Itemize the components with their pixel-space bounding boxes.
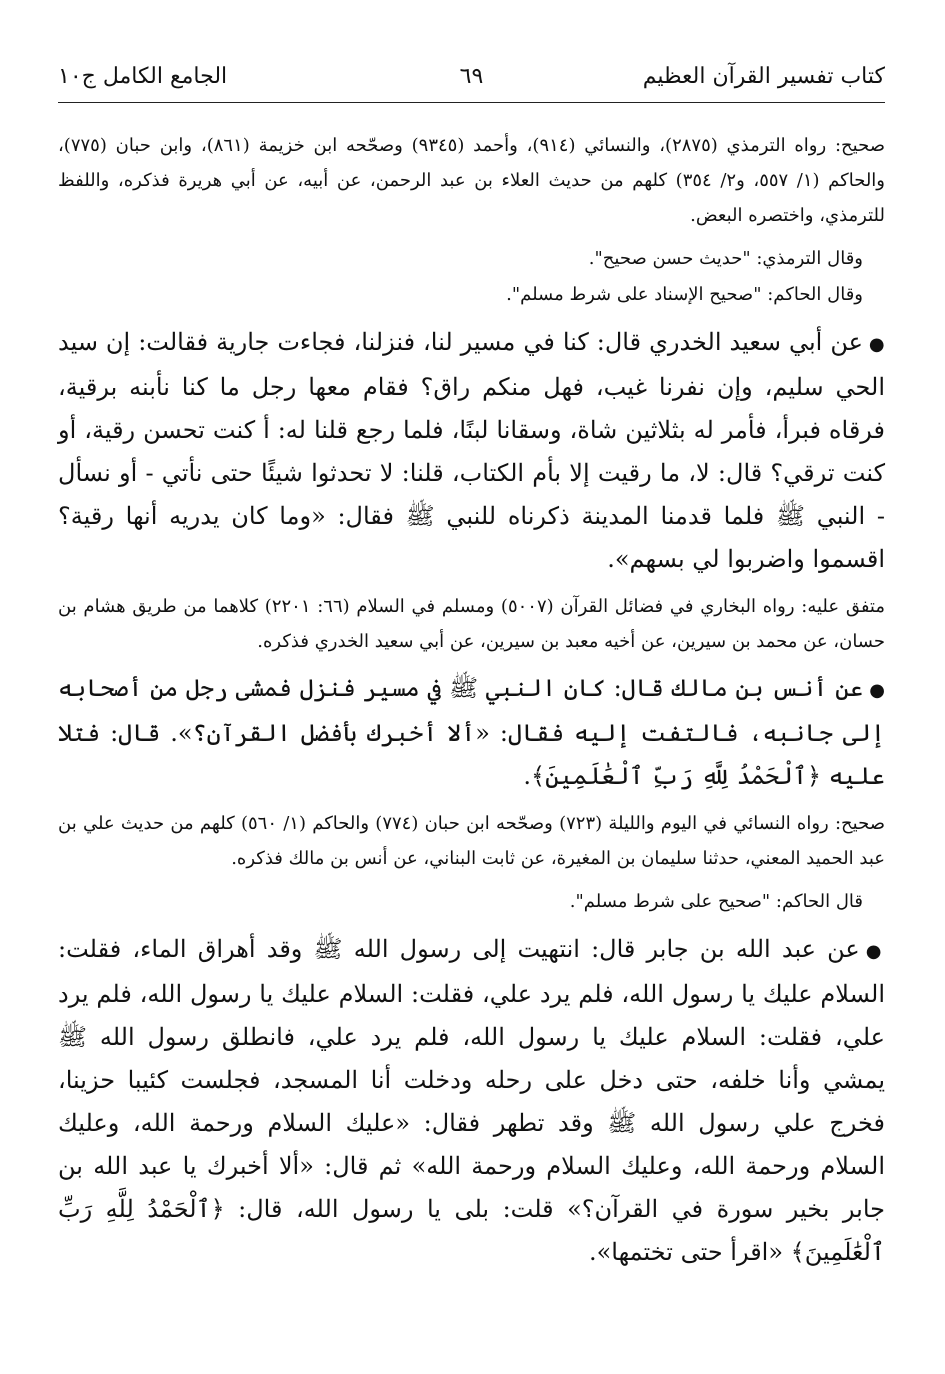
bullet-icon: ● xyxy=(869,680,885,701)
page-body xyxy=(58,128,885,1282)
header-rule xyxy=(58,102,885,103)
hadith-text: عن أنس بن مالك قال: كان النبي ﷺ في مسير فنزل فمشى رجل من أصحابه إلى جانبه، فالتفت إليه فقال: «ألا أخبرك بأفضل القرآن؟». قال: فتلا عليه ﴿ٱلْحَمْدُ لِلَّهِ رَبِّ ٱلْعَٰلَمِينَ﴾. xyxy=(58,674,885,790)
hadith-text: عن أبي سعيد الخدري قال: كنا في مسير لنا، فنزلنا، فجاءت جارية فقالت: إن سيد الحي سليم، وإن نفرنا غيب، فهل منكم راق؟ فقام معها رجل ما كنا نأبنه برقية، فرقاه فبرأ، فأمر له بثلاثين شاة، وسقانا لبنًا، فلما رجع قلنا له: أ كنت تحسن رقية، أو كنت ترقي؟ قال: لا، ما رقيت إلا بأم الكتاب، قلنا: لا تحدثوا شيئًا حتى نأتي - أو نسأل - النبي ﷺ فلما قدمنا المدينة ذكرناه للنبي ﷺ فقال: «وما كان يدريه أنها رقية؟ اقسموا واضربوا لي بسهم». xyxy=(58,328,885,573)
hadith-paragraph xyxy=(58,321,885,581)
page-number: ٦٩ xyxy=(459,64,484,89)
book-title: كتاب تفسير القرآن العظيم xyxy=(642,64,885,89)
hadith-paragraph xyxy=(58,928,885,1274)
bullet-icon: ● xyxy=(868,334,885,355)
takhrij-note: متفق عليه: رواه البخاري في فضائل القرآن (٥٠٠٧) ومسلم في السلام (٦٦: ٢٢٠١) كلاهما من طريق هشام بن حسان، عن محمد بن سيرين، عن أخيه معبد بن سيرين، عن أبي سعيد الخدري فذكره. xyxy=(58,596,886,652)
grading-quote: وقال الترمذي: "حديث حسن صحيح". xyxy=(588,248,863,269)
takhrij-note: صحيح: رواه الترمذي (٢٨٧٥)، والنسائي (٩١٤)، وأحمد (٩٣٤٥) وصحّحه ابن خزيمة (٨٦١)، وابن حبان (٧٧٥)، والحاكم (١/ ٥٥٧، و٢/ ٣٥٤) كلهم من حديث العلاء بن عبد الرحمن، عن أبيه، عن أبي هريرة فذكره، واللفظ للترمذي، واختصره البعض. xyxy=(58,135,885,226)
bullet-icon: ● xyxy=(865,941,885,962)
takhrij-note: صحيح: رواه النسائي في اليوم والليلة (٧٢٣) وصحّحه ابن حبان (٧٧٤) والحاكم (١/ ٥٦٠) كلهم من حديث علي بن عبد الحميد المعني، حدثنا سليمان بن المغيرة، عن ثابت البناني، عن أنس بن مالك فذكره. xyxy=(58,813,885,869)
hadith-text: عن عبد الله بن جابر قال: انتهيت إلى رسول الله ﷺ وقد أهراق الماء، فقلت: السلام عليك يا رسول الله، فلم يرد علي، فقلت: السلام عليك يا رسول الله، فلم يرد علي، فقلت: السلام عليك يا رسول الله، فلم يرد علي، فانطلق رسول الله ﷺ يمشي وأنا خلفه، حتى دخل على رحله ودخلت أنا المسجد، فجلست كئيبا حزينا، فخرج علي رسول الله ﷺ وقد تطهر فقال: «عليك السلام ورحمة الله، وعليك السلام ورحمة الله، وعليك السلام ورحمة الله» ثم قال: «ألا أخبرك يا عبد الله بن جابر بخير سورة في القرآن؟» قلت: بلى يا رسول الله، قال: ﴿ٱلْحَمْدُ لِلَّهِ رَبِّ ٱلْعَٰلَمِينَ﴾ «اقرأ حتى تختمها». xyxy=(58,935,885,1266)
grading-quote: وقال الحاكم: "صحيح الإسناد على شرط مسلم". xyxy=(506,284,863,305)
page-header xyxy=(58,64,885,98)
volume-label: الجامع الكامل ج١٠ xyxy=(58,64,228,89)
grading-quote: قال الحاكم: "صحيح على شرط مسلم". xyxy=(569,891,863,912)
hadith-paragraph xyxy=(58,667,885,798)
